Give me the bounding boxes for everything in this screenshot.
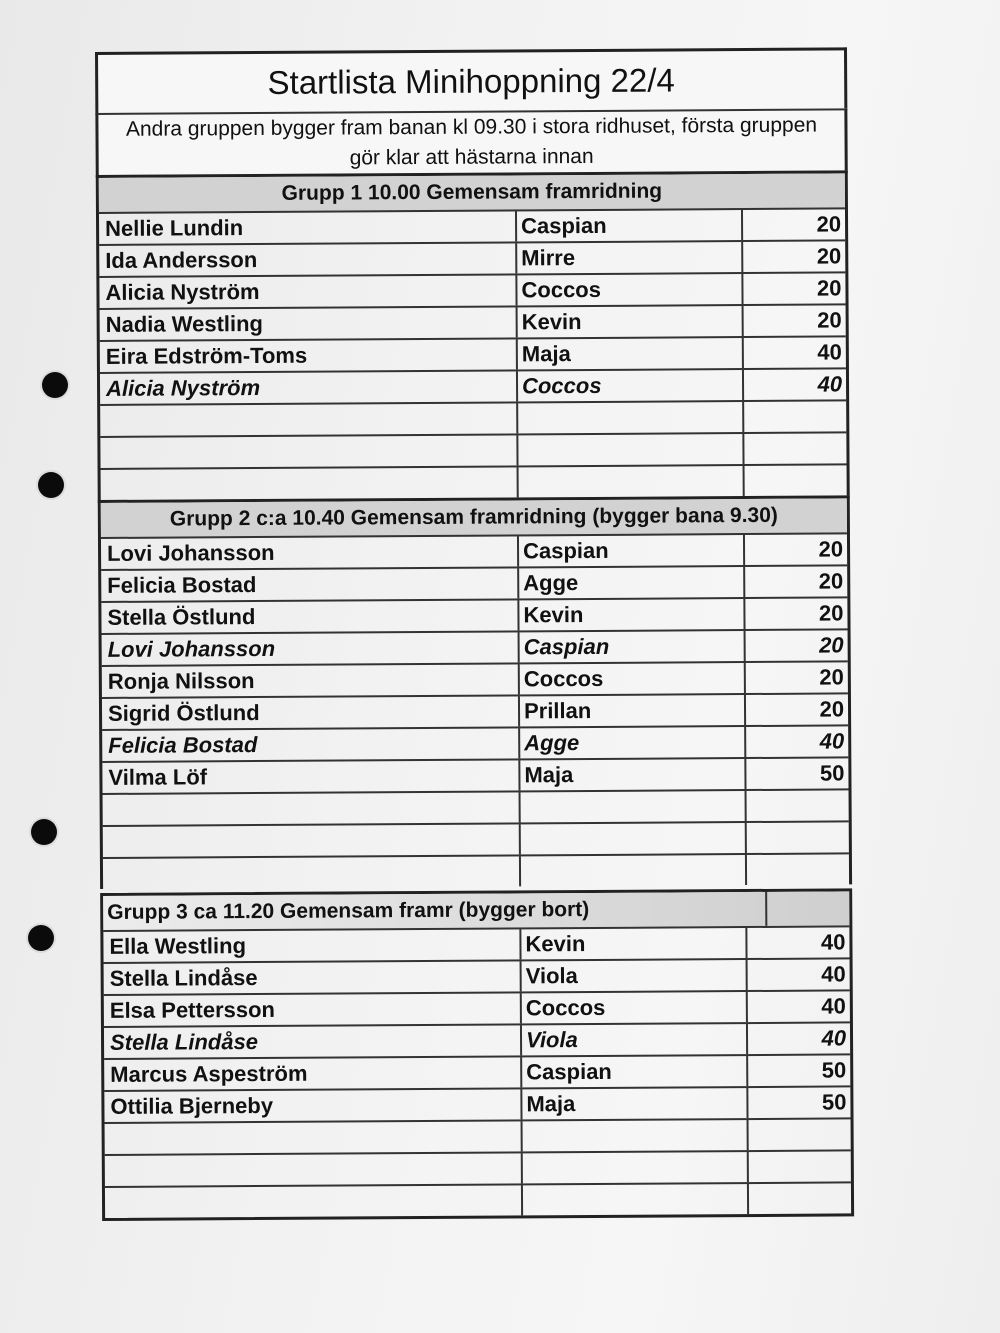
horse-name-cell: Caspian bbox=[522, 1056, 748, 1087]
punch-hole bbox=[28, 925, 54, 951]
group-heading: Grupp 2 c:a 10.40 Gemensam framridning (bygger bana 9.30) bbox=[101, 498, 847, 539]
table-row bbox=[104, 959, 850, 996]
rider-name-cell: Alicia Nyström bbox=[99, 275, 517, 308]
rider-name-cell: Stella Lindåse bbox=[104, 961, 522, 994]
table-row bbox=[104, 1055, 850, 1092]
table-row bbox=[101, 566, 847, 603]
height-cell: 20 bbox=[816, 275, 842, 301]
group-1 bbox=[96, 170, 850, 500]
height-cell: 40 bbox=[820, 929, 846, 955]
table-row bbox=[102, 630, 848, 667]
height-cell bbox=[747, 790, 849, 821]
height-cell bbox=[749, 1183, 851, 1214]
punch-hole bbox=[38, 472, 64, 498]
horse-name-cell: Caspian bbox=[520, 631, 746, 662]
height-cell: 50 bbox=[819, 760, 845, 786]
table-row bbox=[99, 241, 845, 278]
horse-name-cell bbox=[521, 823, 747, 854]
horse-name-cell: Viola bbox=[522, 1024, 748, 1055]
table-row bbox=[105, 1151, 851, 1188]
rider-name-cell bbox=[100, 435, 518, 468]
height-cell: 20 bbox=[818, 536, 844, 562]
rider-name-cell: Vilma Löf bbox=[102, 760, 520, 793]
rider-name-cell: Lovi Johansson bbox=[101, 536, 519, 569]
rider-name-cell bbox=[101, 467, 519, 500]
rider-name-cell: Stella Östlund bbox=[101, 600, 519, 633]
height-cell: 40 bbox=[817, 339, 842, 365]
rider-name-cell: Ida Andersson bbox=[99, 243, 517, 276]
rider-name-cell: Ottilia Bjerneby bbox=[104, 1089, 522, 1122]
rider-name-cell bbox=[103, 824, 521, 857]
table-row bbox=[100, 337, 846, 374]
table-row bbox=[104, 1023, 850, 1060]
group-heading-row bbox=[103, 891, 849, 932]
table-row bbox=[101, 465, 847, 500]
table-row bbox=[105, 1119, 851, 1156]
rider-name-cell: Eira Edström-Toms bbox=[100, 339, 518, 372]
page-title: Startlista Minihoppning 22/4 bbox=[95, 47, 847, 113]
height-cell bbox=[744, 401, 846, 432]
rider-name-cell: Sigrid Östlund bbox=[102, 696, 520, 729]
horse-name-cell: Prillan bbox=[520, 695, 746, 726]
rider-name-cell: Ella Westling bbox=[103, 929, 521, 962]
height-cell: 20 bbox=[816, 243, 842, 269]
table-row bbox=[102, 694, 848, 731]
punch-hole bbox=[31, 819, 57, 845]
height-cell: 20 bbox=[819, 632, 844, 658]
start-list-sheet bbox=[95, 47, 854, 1221]
height-cell bbox=[749, 1151, 851, 1182]
horse-name-cell bbox=[521, 791, 747, 822]
height-cell bbox=[747, 822, 849, 853]
horse-name-cell bbox=[523, 1152, 749, 1183]
group-heading: Grupp 3 ca 11.20 Gemensam framr (bygger bort) bbox=[107, 897, 590, 924]
rider-name-cell: Felicia Bostad bbox=[102, 728, 520, 761]
rider-name-cell: Nellie Lundin bbox=[99, 211, 517, 244]
height-cell: 50 bbox=[821, 1057, 847, 1083]
rider-name-cell: Nadia Westling bbox=[100, 307, 518, 340]
horse-name-cell: Kevin bbox=[518, 306, 744, 337]
horse-name-cell: Agge bbox=[520, 727, 746, 758]
height-cell: 40 bbox=[821, 961, 846, 987]
table-row bbox=[102, 662, 848, 699]
horse-name-cell: Caspian bbox=[517, 210, 743, 241]
rider-name-cell: Stella Lindåse bbox=[104, 1025, 522, 1058]
horse-name-cell: Coccos bbox=[522, 992, 748, 1023]
rider-name-cell bbox=[103, 856, 521, 889]
table-row bbox=[100, 433, 846, 470]
group-heading-empty-cell bbox=[765, 891, 849, 926]
height-cell: 20 bbox=[817, 307, 842, 333]
rider-name-cell: Lovi Johansson bbox=[102, 632, 520, 665]
height-cell bbox=[744, 433, 846, 464]
rider-name-cell bbox=[105, 1121, 523, 1154]
horse-name-cell bbox=[518, 402, 744, 433]
height-cell: 20 bbox=[819, 664, 844, 690]
height-cell: 40 bbox=[821, 1025, 847, 1051]
rider-name-cell bbox=[105, 1153, 523, 1186]
rider-name-cell: Alicia Nyström bbox=[100, 371, 518, 404]
group-heading: Grupp 1 10.00 Gemensam framridning bbox=[99, 173, 845, 214]
table-row bbox=[100, 305, 846, 342]
table-row bbox=[102, 758, 848, 795]
table-row bbox=[99, 209, 845, 246]
height-cell: 40 bbox=[821, 993, 846, 1019]
rider-name-cell bbox=[100, 403, 518, 436]
build-note: Andra gruppen bygger fram banan kl 09.30 i stora ridhuset, första gruppen gör klar att hästarna innan bbox=[95, 108, 847, 175]
table-row bbox=[103, 822, 849, 859]
rider-name-cell bbox=[103, 792, 521, 825]
horse-name-cell bbox=[518, 434, 744, 465]
height-cell: 20 bbox=[818, 600, 844, 626]
horse-name-cell bbox=[523, 1120, 749, 1151]
horse-name-cell bbox=[519, 466, 745, 497]
horse-name-cell: Maja bbox=[518, 338, 744, 369]
horse-name-cell: Maja bbox=[520, 759, 746, 790]
horse-name-cell: Coccos bbox=[517, 274, 743, 305]
height-cell: 20 bbox=[816, 211, 842, 237]
horse-name-cell: Coccos bbox=[518, 370, 744, 401]
group-3 bbox=[100, 888, 854, 1221]
horse-name-cell: Caspian bbox=[519, 535, 745, 566]
height-cell: 40 bbox=[817, 371, 843, 397]
rider-name-cell: Felicia Bostad bbox=[101, 568, 519, 601]
table-row bbox=[104, 1087, 850, 1124]
table-row bbox=[103, 927, 849, 964]
horse-name-cell: Viola bbox=[522, 960, 748, 991]
rider-name-cell: Elsa Pettersson bbox=[104, 993, 522, 1026]
table-row bbox=[101, 534, 847, 571]
rider-name-cell: Ronja Nilsson bbox=[102, 664, 520, 697]
table-row bbox=[103, 854, 849, 889]
table-row bbox=[100, 401, 846, 438]
table-row bbox=[100, 369, 846, 406]
height-cell bbox=[747, 854, 849, 885]
horse-name-cell: Mirre bbox=[517, 242, 743, 273]
horse-name-cell: Kevin bbox=[521, 928, 747, 959]
horse-name-cell bbox=[523, 1184, 749, 1215]
table-row bbox=[101, 598, 847, 635]
height-cell bbox=[745, 465, 847, 496]
height-cell bbox=[749, 1119, 851, 1150]
horse-name-cell: Maja bbox=[522, 1088, 748, 1119]
punch-hole bbox=[42, 372, 68, 398]
table-row bbox=[99, 273, 845, 310]
height-cell: 20 bbox=[818, 568, 844, 594]
table-row bbox=[102, 726, 848, 763]
height-cell: 50 bbox=[821, 1089, 847, 1115]
height-cell: 40 bbox=[819, 728, 845, 754]
horse-name-cell bbox=[521, 855, 747, 886]
group-2 bbox=[98, 495, 852, 889]
table-row bbox=[105, 1183, 851, 1218]
table-row bbox=[103, 790, 849, 827]
height-cell: 20 bbox=[819, 696, 845, 722]
rider-name-cell: Marcus Aspeström bbox=[104, 1057, 522, 1090]
horse-name-cell: Kevin bbox=[519, 599, 745, 630]
table-row bbox=[104, 991, 850, 1028]
horse-name-cell: Coccos bbox=[520, 663, 746, 694]
horse-name-cell: Agge bbox=[519, 567, 745, 598]
rider-name-cell bbox=[105, 1185, 523, 1218]
